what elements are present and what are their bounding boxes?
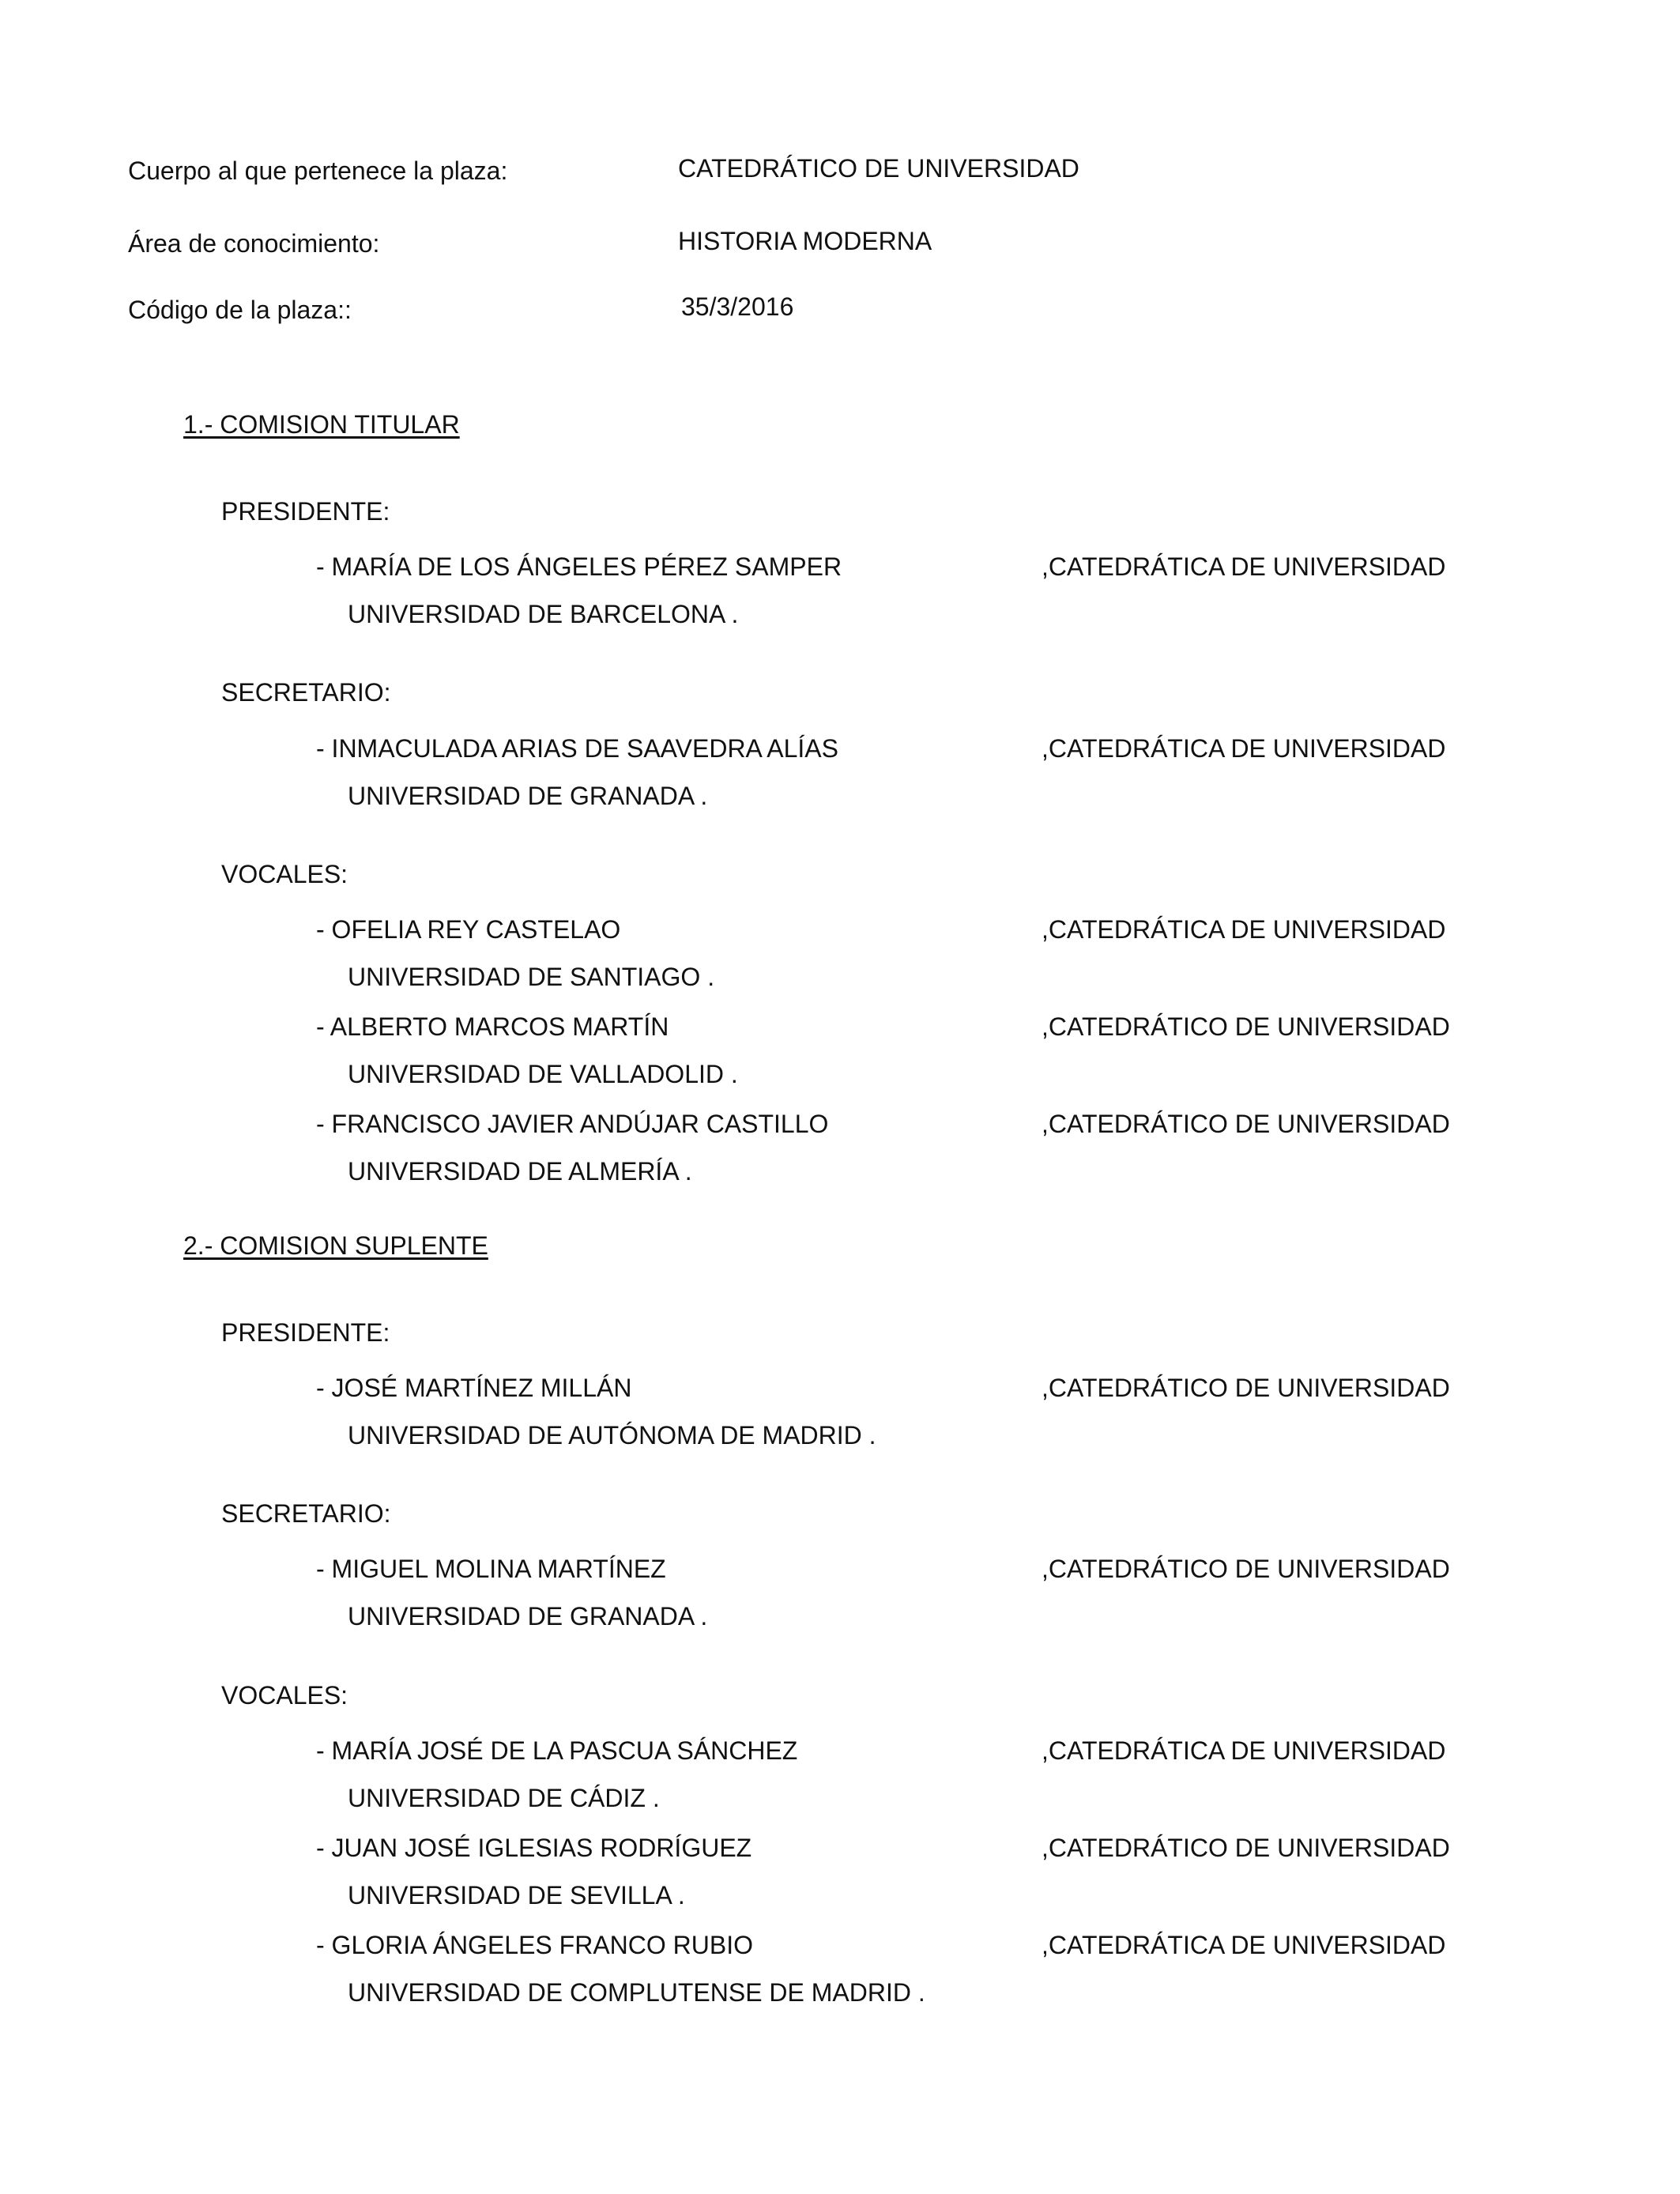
member-university: UNIVERSIDAD DE SANTIAGO .	[348, 963, 715, 991]
member-university: UNIVERSIDAD DE GRANADA .	[348, 782, 708, 810]
codigo-label: Código de la plaza::	[128, 296, 352, 324]
member-name: - ALBERTO MARCOS MARTÍN	[316, 1012, 669, 1041]
member-rank: ,CATEDRÁTICA DE UNIVERSIDAD	[1042, 734, 1446, 763]
member-name: - JUAN JOSÉ IGLESIAS RODRÍGUEZ	[316, 1834, 752, 1862]
role-label-vocales: VOCALES:	[221, 860, 348, 888]
member-university: UNIVERSIDAD DE CÁDIZ .	[348, 1784, 660, 1812]
member-university: UNIVERSIDAD DE AUTÓNOMA DE MADRID .	[348, 1421, 876, 1449]
role-label-presidente: PRESIDENTE:	[221, 497, 390, 526]
role-label-secretario: SECRETARIO:	[221, 1499, 391, 1528]
member-rank: ,CATEDRÁTICO DE UNIVERSIDAD	[1042, 1374, 1450, 1402]
member-name: - OFELIA REY CASTELAO	[316, 915, 621, 944]
member-university: UNIVERSIDAD DE BARCELONA .	[348, 600, 739, 628]
member-university: UNIVERSIDAD DE VALLADOLID .	[348, 1060, 738, 1088]
member-university: UNIVERSIDAD DE SEVILLA .	[348, 1881, 685, 1909]
member-name: - MIGUEL MOLINA MARTÍNEZ	[316, 1555, 666, 1583]
member-university: UNIVERSIDAD DE GRANADA .	[348, 1602, 708, 1630]
role-label-vocales: VOCALES:	[221, 1681, 348, 1710]
member-name: - GLORIA ÁNGELES FRANCO RUBIO	[316, 1931, 753, 1959]
area-label: Área de conocimiento:	[128, 229, 380, 258]
member-rank: ,CATEDRÁTICA DE UNIVERSIDAD	[1042, 1736, 1446, 1765]
cuerpo-label: Cuerpo al que pertenece la plaza:	[128, 156, 508, 185]
member-rank: ,CATEDRÁTICA DE UNIVERSIDAD	[1042, 915, 1446, 944]
member-name: - MARÍA DE LOS ÁNGELES PÉREZ SAMPER	[316, 552, 842, 581]
member-rank: ,CATEDRÁTICA DE UNIVERSIDAD	[1042, 552, 1446, 581]
role-label-presidente: PRESIDENTE:	[221, 1318, 390, 1347]
role-label-secretario: SECRETARIO:	[221, 678, 391, 707]
section-title-titular: 1.- COMISION TITULAR	[183, 410, 460, 439]
member-university: UNIVERSIDAD DE COMPLUTENSE DE MADRID .	[348, 1978, 925, 2007]
member-rank: ,CATEDRÁTICO DE UNIVERSIDAD	[1042, 1110, 1450, 1138]
member-name: - JOSÉ MARTÍNEZ MILLÁN	[316, 1374, 632, 1402]
member-name: - INMACULADA ARIAS DE SAAVEDRA ALÍAS	[316, 734, 838, 763]
cuerpo-value: CATEDRÁTICO DE UNIVERSIDAD	[678, 154, 1079, 183]
member-rank: ,CATEDRÁTICA DE UNIVERSIDAD	[1042, 1931, 1446, 1959]
member-rank: ,CATEDRÁTICO DE UNIVERSIDAD	[1042, 1555, 1450, 1583]
member-name: - MARÍA JOSÉ DE LA PASCUA SÁNCHEZ	[316, 1736, 798, 1765]
section-title-suplente: 2.- COMISION SUPLENTE	[183, 1231, 488, 1260]
codigo-value: 35/3/2016	[681, 292, 794, 321]
area-value: HISTORIA MODERNA	[678, 227, 932, 255]
member-name: - FRANCISCO JAVIER ANDÚJAR CASTILLO	[316, 1110, 829, 1138]
member-rank: ,CATEDRÁTICO DE UNIVERSIDAD	[1042, 1012, 1450, 1041]
member-university: UNIVERSIDAD DE ALMERÍA .	[348, 1157, 692, 1186]
member-rank: ,CATEDRÁTICO DE UNIVERSIDAD	[1042, 1834, 1450, 1862]
